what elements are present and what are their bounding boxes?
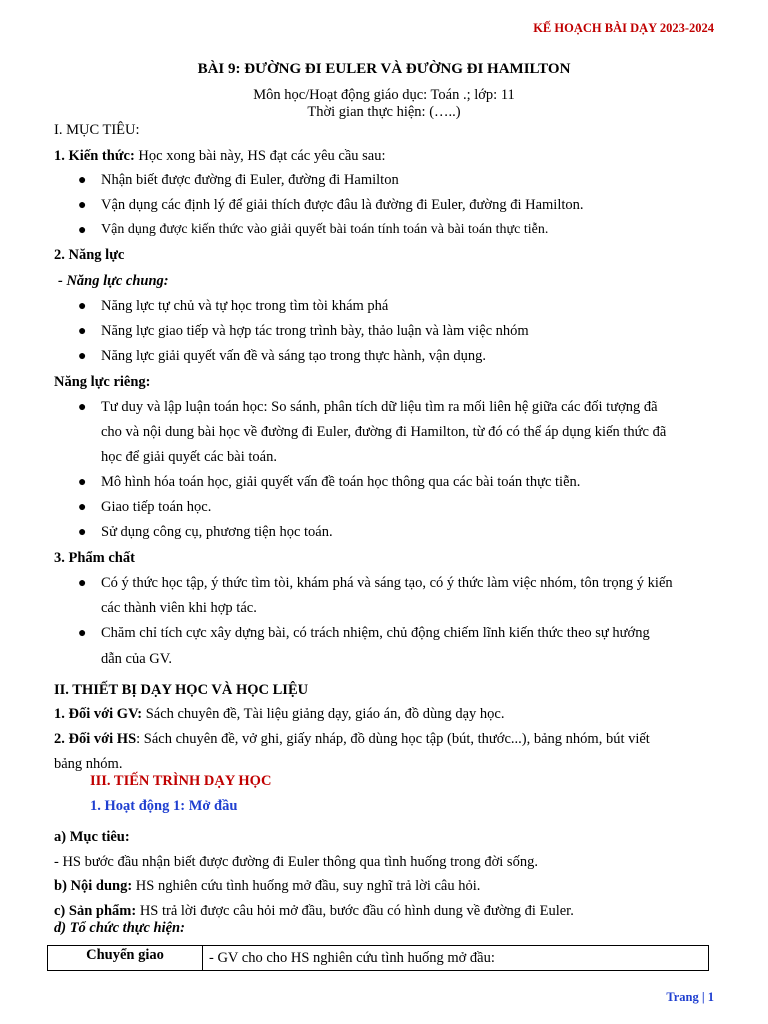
hs-text-continued: bảng nhóm. (54, 756, 123, 772)
gv-text: Sách chuyên đề, Tài liệu giảng dạy, giáo án, đồ dùng dạy học. (142, 706, 505, 722)
quality-item-line: Có ý thức học tập, ý thức tìm tòi, khám phá và sáng tạo, có ý thức làm việc nhóm, tôn trọng ý kiến (101, 575, 673, 591)
general-competency-label: - Năng lực chung: (58, 273, 169, 289)
specific-item-line: Tư duy và lập luận toán học: So sánh, phân tích dữ liệu tìm ra mối liên hệ giữa các đối tượng đã (101, 399, 658, 415)
bullet-icon: ● (78, 475, 87, 490)
general-competency-item: Năng lực giải quyết vấn đề và sáng tạo trong thực hành, vận dụng. (101, 348, 486, 364)
specific-competency-label: Năng lực riêng: (54, 374, 151, 390)
specific-item-line: cho và nội dung bài học về đường đi Euler, đường đi Hamilton, từ đó có thể áp dụng kiến thức đã (101, 424, 667, 440)
section-1-heading: I. MỤC TIÊU: (54, 122, 140, 138)
table-cell-description: - GV cho cho HS nghiên cứu tình huống mở đầu: (209, 950, 495, 966)
hs-resources-line (54, 730, 650, 748)
specific-item: Sử dụng công cụ, phương tiện học toán. (101, 524, 333, 540)
bullet-icon: ● (78, 198, 87, 213)
organization-label: d) Tổ chức thực hiện: (54, 920, 185, 936)
general-competency-item: Năng lực tự chủ và tự học trong tìm tòi khám phá (101, 298, 389, 314)
section-3-heading: III. TIẾN TRÌNH DẠY HỌC (90, 773, 272, 789)
content-line (54, 877, 480, 895)
quality-item-line: Chăm chỉ tích cực xây dựng bài, có trách nhiệm, chủ động chiếm lĩnh kiến thức theo sự hướng (101, 625, 650, 641)
quality-item-line: các thành viên khi hợp tác. (101, 600, 257, 616)
bullet-icon: ● (78, 500, 87, 515)
page-number: Trang | 1 (666, 990, 714, 1004)
competency-label: 2. Năng lực (54, 247, 125, 263)
hs-label: 2. Đối với HS (54, 731, 137, 747)
content-text: HS nghiên cứu tình huống mở đầu, suy nghĩ trả lời câu hỏi. (132, 878, 481, 894)
bullet-icon: ● (78, 400, 87, 415)
goal-label: a) Mục tiêu: (54, 829, 130, 845)
bullet-icon: ● (78, 525, 87, 540)
table-cell-phase: Chuyển giao (48, 946, 203, 970)
bullet-icon: ● (78, 173, 87, 188)
bullet-icon: ● (78, 349, 87, 364)
quality-item-line: dẫn của GV. (101, 651, 173, 667)
bullet-icon: ● (78, 626, 87, 641)
bullet-icon: ● (78, 299, 87, 314)
knowledge-item: Vận dụng các định lý để giải thích được đâu là đường đi Euler, đường đi Hamilton. (101, 197, 584, 213)
page-header: KẾ HOẠCH BÀI DẠY 2023-2024 (533, 21, 714, 35)
goal-text: - HS bước đầu nhận biết được đường đi Euler thông qua tình huống trong đời sống. (54, 854, 538, 870)
product-label: c) Sản phẩm: (54, 903, 137, 919)
time-line: Thời gian thực hiện: (…..) (307, 104, 461, 120)
knowledge-item: Nhận biết được đường đi Euler, đường đi Hamilton (101, 172, 399, 188)
subject-line: Môn học/Hoạt động giáo dục: Toán .; lớp: 11 (253, 87, 515, 103)
knowledge-line (54, 147, 386, 165)
section-2-heading: II. THIẾT BỊ DẠY HỌC VÀ HỌC LIỆU (54, 682, 309, 698)
specific-item: Giao tiếp toán học. (101, 499, 212, 515)
general-competency-item: Năng lực giao tiếp và hợp tác trong trình bày, thảo luận và làm việc nhóm (101, 323, 529, 339)
content-label: b) Nội dung: (54, 878, 133, 894)
bullet-icon: ● (78, 576, 87, 591)
knowledge-intro: Học xong bài này, HS đạt các yêu cầu sau: (134, 148, 386, 164)
activity-table (47, 945, 709, 971)
product-line (54, 902, 574, 920)
specific-item-line: học để giải quyết các bài toán. (101, 449, 277, 465)
specific-item: Mô hình hóa toán học, giải quyết vấn đề toán học thông qua các bài toán thực tiễn. (101, 474, 581, 490)
hs-text: : Sách chuyên đề, vở ghi, giấy nháp, đồ dùng học tập (bút, thước...), bảng nhóm, bút viết (136, 731, 650, 747)
activity-heading: 1. Hoạt động 1: Mở đầu (90, 798, 238, 814)
bullet-icon: ● (78, 223, 87, 238)
lesson-title: BÀI 9: ĐƯỜNG ĐI EULER VÀ ĐƯỜNG ĐI HAMILTON (197, 61, 571, 77)
gv-label: 1. Đối với GV: (54, 706, 143, 722)
gv-resources-line (54, 705, 504, 723)
product-text: HS trả lời được câu hỏi mở đầu, bước đầu có hình dung về đường đi Euler. (136, 903, 574, 919)
qualities-label: 3. Phẩm chất (54, 550, 135, 566)
knowledge-item: Vận dụng được kiến thức vào giải quyết bài toán tính toán và bài toán thực tiễn. (101, 222, 549, 237)
knowledge-label: 1. Kiến thức: (54, 148, 135, 164)
bullet-icon: ● (78, 324, 87, 339)
